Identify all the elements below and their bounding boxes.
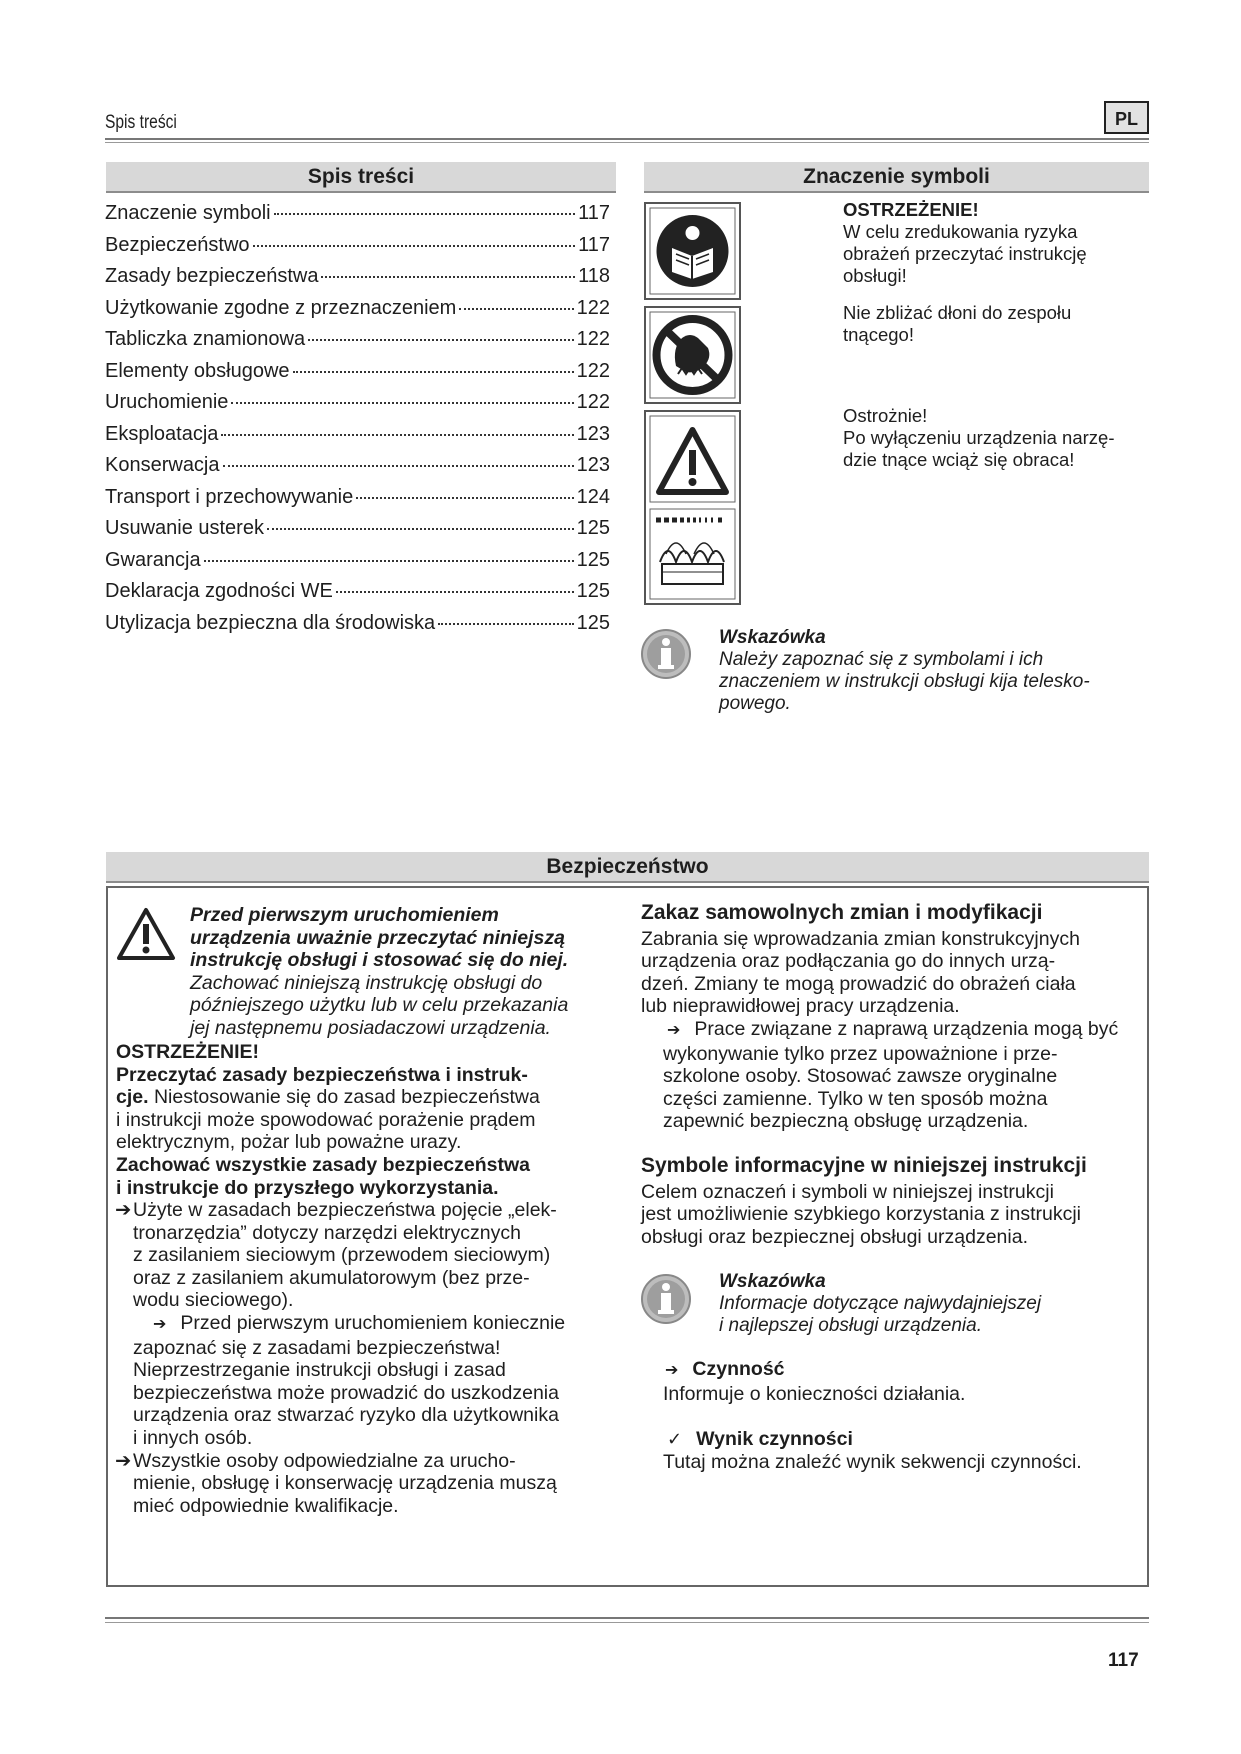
toc-entry-label: Zasady bezpieczeństwa <box>105 265 319 287</box>
info-icon <box>640 628 692 680</box>
toc-leader-dots <box>274 213 575 215</box>
bullet-line: i innych osób. <box>133 1426 253 1449</box>
running-title: Spis treści <box>105 112 177 133</box>
toc-entry-page: 125 <box>576 611 610 634</box>
symbol-hands-line: tnącego! <box>843 324 914 345</box>
symbol-warning-line: W celu zredukowania ryzyka <box>843 221 1078 242</box>
safety-bullets <box>115 1199 640 1517</box>
toc-entry-label: Znaczenie symboli <box>105 202 271 224</box>
checkmark-icon: ✓ <box>667 1429 683 1449</box>
toc-entry-label: Deklaracja zgodności WE <box>105 580 333 602</box>
bullet-line: mienie, obsługę i konserwację urządzenia muszą <box>133 1472 557 1495</box>
bullet-line: urządzenia oraz stwarzać ryzyko dla użytkownika <box>133 1404 559 1427</box>
toc-entry[interactable] <box>105 328 610 360</box>
symbol-caution-line: Po wyłączeniu urządzenia narzę- <box>843 427 1115 448</box>
toc-entry-label: Tabliczka znamionowa <box>105 328 306 350</box>
info-symbols-title: Symbole informacyjne w niniejszej instrukcji <box>641 1154 1087 1177</box>
modification-title: Zakaz samowolnych zmian i modyfikacji <box>641 901 1043 924</box>
toc-list <box>105 202 610 643</box>
read-line: elektrycznym, pożar lub poważne urazy. <box>116 1131 462 1154</box>
bullet-line: oraz z zasilaniem akumulatorowym (bez prze- <box>133 1266 530 1289</box>
result-block <box>663 1428 1082 1473</box>
toc-entry-label: Bezpieczeństwo <box>105 233 250 256</box>
bullet-line: zapoznać się z zasadami bezpieczeństwa! <box>133 1336 501 1359</box>
toc-leader-dots <box>356 497 573 499</box>
no-hands-icon <box>646 308 739 402</box>
intro-line: Zachować niniejszą instrukcję obsługi do <box>190 971 543 994</box>
safety-intro <box>190 904 630 1040</box>
note-title: Wskazówka <box>719 627 826 648</box>
symbols-note <box>719 627 1090 715</box>
read-text: Niestosowanie się do zasad bezpieczeństwa <box>148 1086 540 1109</box>
toc-entry[interactable] <box>105 423 610 455</box>
mod-bullet-line: szkolone osoby. Stosować zawsze oryginalne <box>663 1065 1058 1088</box>
toc-entry[interactable] <box>105 517 610 549</box>
bullet-line: z zasilaniem sieciowym (przewodem sieciowym) <box>133 1244 551 1267</box>
toc-entry[interactable] <box>105 202 610 234</box>
warning-triangle-icon <box>646 412 739 603</box>
toc-leader-dots <box>221 434 573 436</box>
info-icon <box>640 1273 692 1325</box>
bullet-2 <box>115 1312 640 1450</box>
toc-leader-dots <box>231 402 573 404</box>
toc-leader-dots <box>204 560 574 562</box>
tip-title: Wskazówka <box>719 1271 826 1292</box>
keep-line: Zachować wszystkie zasady bezpieczeństwa <box>116 1153 531 1176</box>
footer-rule-thin <box>105 1622 1149 1623</box>
bullet-line: Wszystkie osoby odpowiedzialne za urucho- <box>133 1449 516 1472</box>
toc-entry[interactable] <box>105 454 610 486</box>
toc-entry[interactable] <box>105 265 610 297</box>
toc-entry-label: Uruchomienie <box>105 391 229 413</box>
read-manual-icon <box>646 204 739 298</box>
toc-title: Spis treści <box>106 162 616 193</box>
symbol-warning-text <box>843 199 1087 287</box>
symbol-hands-line: Nie zbliżać dłoni do zespołu <box>843 302 1072 323</box>
info-line: obsługi oraz bezpiecznej obsługi urządzenia. <box>641 1225 1028 1248</box>
info-line: Celem oznaczeń i symboli w niniejszej instrukcji <box>641 1180 1054 1203</box>
keep-line: i instrukcje do przyszłego wykorzystania. <box>116 1176 499 1199</box>
toc-entry-page: 123 <box>576 454 610 476</box>
toc-leader-dots <box>336 591 574 593</box>
toc-entry-page: 122 <box>576 296 610 319</box>
toc-entry[interactable] <box>105 391 610 423</box>
arrow-icon: ➔ <box>153 1315 167 1333</box>
symbol-caution-line: Ostrożnie! <box>843 405 928 426</box>
toc-entry-label: Elementy obsługowe <box>105 359 290 382</box>
toc-entry-page: 125 <box>576 548 610 571</box>
toc-entry-label: Eksploatacja <box>105 422 219 445</box>
mod-line: urządzenia oraz podłączania go do innych urzą- <box>641 950 1056 973</box>
result-title: Wynik czynności <box>696 1428 853 1450</box>
toc-entry-label: Transport i przechowywanie <box>105 485 354 508</box>
symbol-warning-line: obsługi! <box>843 265 907 286</box>
toc-entry-page: 123 <box>576 422 610 445</box>
action-title: Czynność <box>692 1358 785 1380</box>
toc-leader-dots <box>459 308 573 310</box>
mod-bullet-line: wykonywanie tylko przez upoważnione i prze- <box>663 1042 1058 1065</box>
toc-entry-page: 124 <box>576 485 610 508</box>
arrow-icon: ➔ <box>115 1199 132 1221</box>
bullet-3 <box>115 1450 640 1518</box>
safety-title: Bezpieczeństwo <box>106 852 1149 883</box>
mod-bullet <box>641 1018 1136 1133</box>
page-number: 117 <box>1108 1650 1139 1671</box>
toc-entry-label: Gwarancja <box>105 548 201 571</box>
toc-leader-dots <box>253 245 576 247</box>
toc-leader-dots <box>223 465 574 467</box>
symbol-hands-text <box>843 302 1071 346</box>
toc-leader-dots <box>308 339 574 341</box>
toc-entry-page: 122 <box>576 359 610 382</box>
note-line: znaczeniem w instrukcji obsługi kija telesko- <box>719 671 1090 692</box>
intro-line: instrukcję obsługi i stosować się do niej. <box>190 949 569 972</box>
mod-bullet-line: Prace związane z naprawą urządzenia mogą być <box>694 1017 1119 1040</box>
toc-entry[interactable] <box>105 234 610 266</box>
bullet-line: tronarzędzia” dotyczy narzędzi elektrycznych <box>133 1221 521 1244</box>
mod-bullet-line: części zamienne. Tylko w ten sposób można <box>663 1087 1048 1110</box>
symbol-warning-line: obrażeń przeczytać instrukcję <box>843 243 1087 264</box>
language-badge: PL <box>1104 101 1149 134</box>
toc-entry-page: 122 <box>576 391 610 413</box>
toc-entry-label: Konserwacja <box>105 454 220 476</box>
note-line: Należy zapoznać się z symbolami i ich <box>719 649 1044 670</box>
info-symbols-block <box>641 1155 1141 1248</box>
warning-label: OSTRZEŻENIE! <box>116 1041 260 1063</box>
intro-line: późniejszego użytku lub w celu przekazania <box>190 994 569 1017</box>
symbol-caution-text <box>843 405 1114 471</box>
bullet-line: Użyte w zasadach bezpieczeństwa pojęcie „elek- <box>133 1199 557 1221</box>
read-line: i instrukcji może spowodować porażenie prądem <box>116 1108 536 1131</box>
symbols-title: Znaczenie symboli <box>644 162 1149 193</box>
read-bold: cje. <box>116 1086 149 1109</box>
action-text: Informuje o konieczności działania. <box>663 1382 966 1405</box>
mod-bullet-line: zapewnić bezpieczną obsługę urządzenia. <box>663 1110 1029 1133</box>
toc-entry[interactable] <box>105 360 610 392</box>
read-line: Przeczytać zasady bezpieczeństwa i instruk- <box>116 1063 528 1086</box>
read-line <box>116 1086 636 1109</box>
intro-line: jej następnemu posiadaczowi urządzenia. <box>190 1016 551 1039</box>
result-text: Tutaj można znaleźć wynik sekwencji czynności. <box>663 1450 1082 1473</box>
toc-entry-page: 117 <box>578 233 610 256</box>
intro-line: Przed pierwszym uruchomieniem <box>190 904 499 926</box>
header-rule <box>105 138 1149 140</box>
bullet-line: Nieprzestrzeganie instrukcji obsługi i zasad <box>133 1359 506 1382</box>
toc-entry-label: Użytkowanie zgodne z przeznaczeniem <box>105 296 457 319</box>
toc-entry-page: 125 <box>576 517 610 539</box>
tip-line: i najlepszej obsługi urządzenia. <box>719 1315 982 1336</box>
tip-block <box>719 1271 1041 1337</box>
modification-block <box>641 902 1136 1133</box>
intro-line: urządzenia uważnie przeczytać niniejszą <box>190 926 565 949</box>
toc-leader-dots <box>321 276 575 278</box>
toc-leader-dots <box>267 528 574 530</box>
safety-warning-block <box>116 1041 636 1199</box>
toc-leader-dots <box>438 623 573 625</box>
symbol-caution-line: dzie tnące wciąż się obraca! <box>843 449 1075 470</box>
footer-rule <box>105 1617 1149 1619</box>
note-line: powego. <box>719 693 791 714</box>
toc-entry-page: 117 <box>578 202 610 224</box>
mod-line: dzeń. Zmiany te mogą prowadzić do obrażeń ciała <box>641 972 1076 995</box>
toc-entry-page: 118 <box>578 265 610 287</box>
header-rule-thin <box>105 142 1149 143</box>
read-manual-symbol <box>644 202 741 300</box>
toc-entry-page: 122 <box>576 328 610 350</box>
caution-symbol <box>644 410 741 605</box>
arrow-icon: ➔ <box>115 1449 132 1472</box>
toc-entry-label: Utylizacja bezpieczna dla środowiska <box>105 611 436 634</box>
toc-entry[interactable] <box>105 612 610 644</box>
toc-entry[interactable] <box>105 580 610 612</box>
toc-entry[interactable] <box>105 486 610 518</box>
toc-entry-page: 125 <box>576 580 610 602</box>
bullet-1 <box>115 1199 640 1312</box>
toc-entry[interactable] <box>105 297 610 329</box>
arrow-icon: ➔ <box>667 1021 681 1039</box>
tip-line: Informacje dotyczące najwydajniejszej <box>719 1293 1042 1314</box>
toc-leader-dots <box>293 371 574 373</box>
toc-entry[interactable] <box>105 549 610 581</box>
no-hands-symbol <box>644 306 741 404</box>
arrow-icon: ➔ <box>665 1362 679 1379</box>
bullet-line: bezpieczeństwa może prowadzić do uszkodzenia <box>133 1381 559 1404</box>
bullet-line: Przed pierwszym uruchomieniem koniecznie <box>180 1311 566 1334</box>
bullet-line: mieć odpowiednie kwalifikacje. <box>133 1494 399 1517</box>
action-block <box>663 1358 965 1405</box>
symbol-warning-label: OSTRZEŻENIE! <box>843 199 979 220</box>
warning-triangle-icon <box>115 906 177 962</box>
mod-line: Zabrania się wprowadzania zmian konstrukcyjnych <box>641 927 1080 950</box>
toc-entry-label: Usuwanie usterek <box>105 517 264 539</box>
bullet-line: wodu sieciowego). <box>133 1289 294 1312</box>
info-line: jest umożliwienie szybkiego korzystania z instrukcji <box>641 1203 1081 1226</box>
mod-line: lub nieprawidłowej pracy urządzenia. <box>641 995 960 1018</box>
